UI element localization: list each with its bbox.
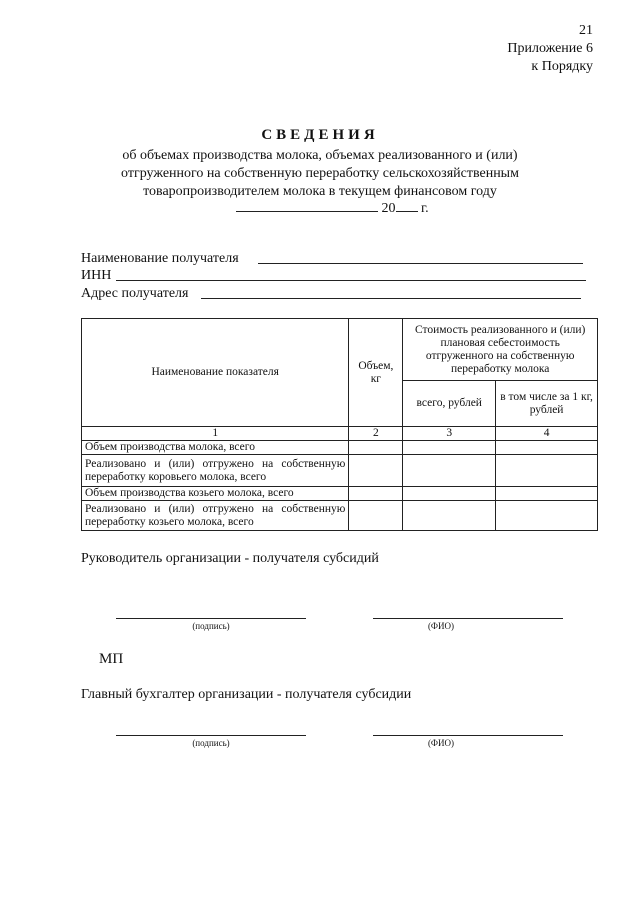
year-blank [236, 199, 378, 212]
head-name-line[interactable] [373, 618, 563, 619]
volume-cell[interactable] [349, 441, 403, 455]
row-label: Реализовано и (или) отгружено на собственную переработку козьего молока, всего [82, 501, 349, 531]
total-cell[interactable] [403, 455, 496, 487]
year-line [236, 199, 429, 218]
volume-cell[interactable] [349, 455, 403, 487]
address-label: Адрес получателя [81, 286, 189, 301]
per-kg-cell[interactable] [496, 455, 598, 487]
title-line-3: товаропроизводителем молока в текущем финансовом году [143, 184, 497, 199]
accountant-signature-caption: (подпись) [192, 738, 230, 748]
recipient-label: Наименование получателя [81, 251, 239, 266]
milk-volumes-table [81, 318, 598, 531]
address-field [81, 285, 188, 303]
row-label: Объем производства козьего молока, всего [82, 487, 349, 501]
head-name-caption: (ФИО) [427, 621, 455, 631]
col-number-4: 4 [496, 427, 598, 441]
col-indicator-header: Наименование показателя [82, 319, 349, 427]
recipient-field [81, 250, 239, 268]
recipient-input-line[interactable] [258, 263, 583, 264]
accountant-name-line[interactable] [373, 735, 563, 736]
document-title: СВЕДЕНИЯ [261, 127, 379, 143]
row-label: Реализовано и (или) отгружено на собственную переработку коровьего молока, всего [82, 455, 349, 487]
head-signature-line[interactable] [116, 618, 306, 619]
year-suffix: г. [421, 201, 429, 216]
column-numbers-row [82, 427, 598, 441]
per-kg-cell[interactable] [496, 487, 598, 501]
year-digits-blank [396, 199, 418, 212]
per-kg-cell[interactable] [496, 501, 598, 531]
col-number-1: 1 [82, 427, 349, 441]
head-label: Руководитель организации - получателя субсидий [81, 551, 379, 566]
appendix-label: Приложение 6 [507, 41, 593, 56]
inn-input-line[interactable] [116, 280, 586, 281]
table-row [82, 501, 598, 531]
per-kg-cell[interactable] [496, 441, 598, 455]
seal-label: МП [99, 651, 124, 667]
accountant-label: Главный бухгалтер организации - получателя субсидии [81, 687, 412, 702]
col-cost-header: Стоимость реализованного и (или) плановая себестоимость отгруженного на собственную переработку молока [403, 319, 598, 381]
total-cell[interactable] [403, 501, 496, 531]
accountant-name-caption: (ФИО) [427, 738, 455, 748]
row-label: Объем производства молока, всего [82, 441, 349, 455]
table-row [82, 455, 598, 487]
col-number-3: 3 [403, 427, 496, 441]
col-volume-header: Объем, кг [349, 319, 403, 427]
col-number-2: 2 [349, 427, 403, 441]
volume-cell[interactable] [349, 501, 403, 531]
table-row [82, 487, 598, 501]
inn-field [81, 267, 111, 285]
volume-cell[interactable] [349, 487, 403, 501]
col-total-header: всего, рублей [403, 381, 496, 427]
inn-label: ИНН [81, 268, 112, 283]
page-number: 21 [579, 23, 593, 38]
title-line-2: отгруженного на собственную переработку сельскохозяйственным [121, 166, 519, 181]
accountant-signature-line[interactable] [116, 735, 306, 736]
to-order-label: к Порядку [531, 59, 593, 74]
total-cell[interactable] [403, 441, 496, 455]
col-per-kg-header: в том числе за 1 кг, рублей [496, 381, 598, 427]
head-signature-caption: (подпись) [192, 621, 230, 631]
year-prefix: 20 [381, 201, 396, 216]
total-cell[interactable] [403, 487, 496, 501]
address-input-line[interactable] [201, 298, 581, 299]
table-row [82, 441, 598, 455]
title-line-1: об объемах производства молока, объемах реализованного и (или) [122, 148, 518, 163]
